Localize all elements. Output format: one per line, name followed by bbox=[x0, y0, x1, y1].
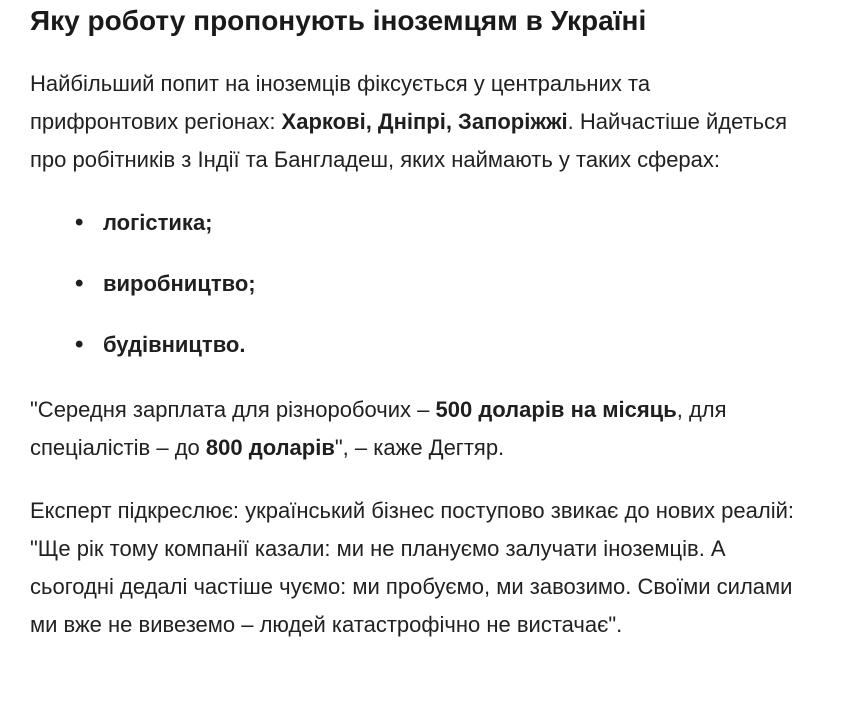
list-item: • логістика; bbox=[103, 204, 803, 242]
intro-bold-regions: Харкові, Дніпрі, Запоріжжі bbox=[281, 109, 568, 134]
intro-paragraph bbox=[30, 65, 803, 179]
quote-text-end: ", – каже Дегтяр. bbox=[334, 435, 505, 460]
quote-text-middle: , для спеціалістів – до bbox=[30, 397, 727, 460]
expert-paragraph bbox=[30, 492, 803, 644]
list-item: • будівництво. bbox=[103, 326, 803, 364]
list-item: • виробництво; bbox=[103, 265, 803, 303]
intro-text-start: Найбільший попит на іноземців фіксується у центральних та прифронтових регіонах: bbox=[30, 71, 651, 134]
article-title: Яку роботу пропонують іноземцям в Україні bbox=[30, 5, 647, 36]
quote-text-start: "Середня зарплата для різноробочих – bbox=[30, 397, 436, 422]
sectors-list bbox=[30, 204, 803, 364]
intro-text-end: . Найчастіше йдеться про робітників з Індії та Бангладеш, яких наймають у таких сферах: bbox=[30, 109, 788, 172]
quote-bold-salary-workers: 500 доларів на місяць bbox=[435, 397, 677, 422]
quote-bold-salary-specialists: 800 доларів bbox=[205, 435, 335, 460]
salary-quote-paragraph bbox=[30, 391, 803, 467]
expert-paragraph-text: Експерт підкреслює: український бізнес поступово звикає до нових реалій: "Ще рік тому компанії казали: ми не плануємо залучати іноземців. А сьогодні дедалі частіше чуємо: ми пробуємо, ми завозимо. Своїми силами ми вже не вивеземо – людей катастрофічно не вистачає". bbox=[30, 498, 795, 637]
